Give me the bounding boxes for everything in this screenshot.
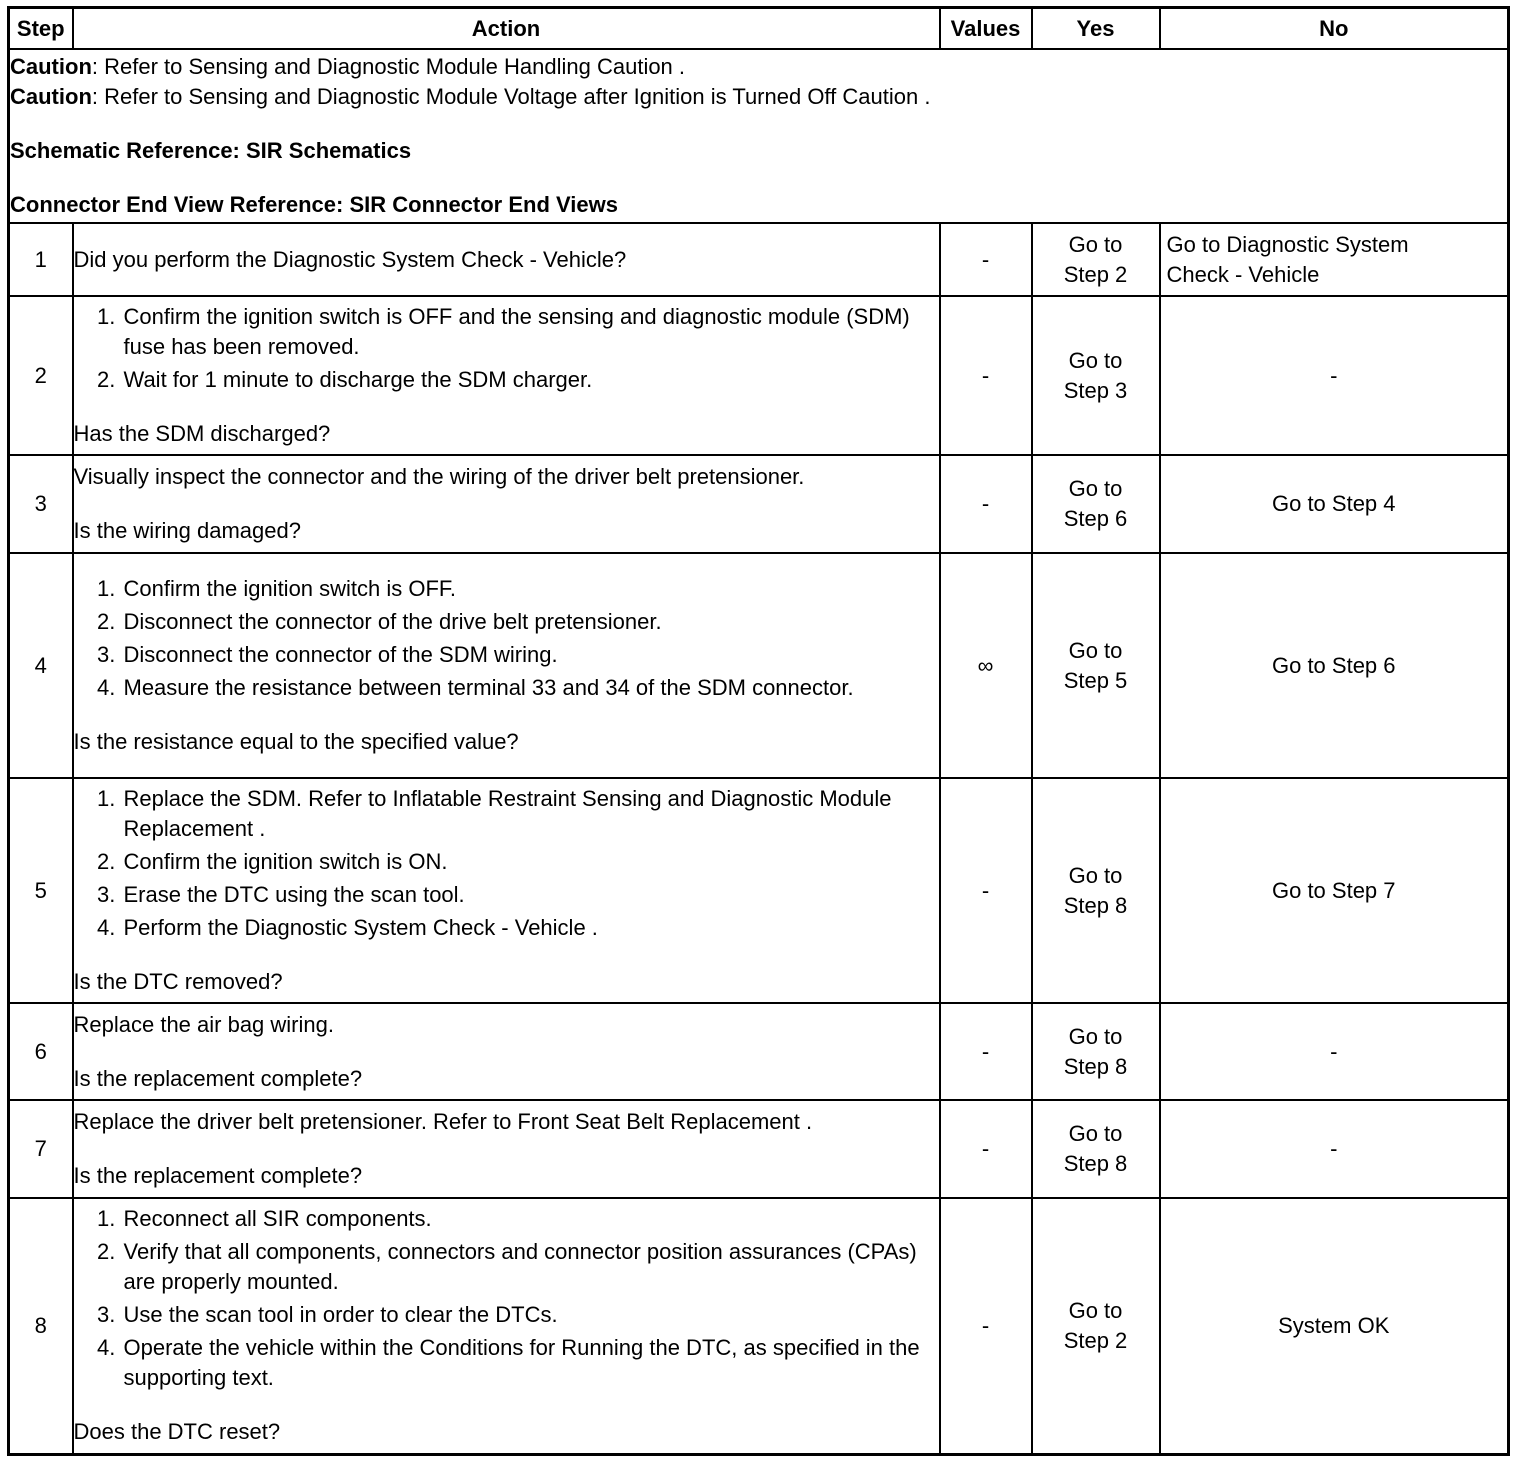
table-row xyxy=(9,455,1509,553)
list-item: 3. Disconnect the connector of the SDM wiring. xyxy=(122,640,939,670)
table-row xyxy=(9,1100,1509,1198)
list-item: 1. Confirm the ignition switch is OFF. xyxy=(122,574,939,604)
list-item: 4. Operate the vehicle within the Conditions for Running the DTC, as specified in the supporting text. xyxy=(122,1333,939,1393)
step-action xyxy=(73,1003,940,1100)
caution-text: : Refer to Sensing and Diagnostic Module Voltage after Ignition is Turned Off Caution . xyxy=(91,84,931,109)
header-values: Values xyxy=(940,8,1032,50)
list-item: 2. Wait for 1 minute to discharge the SDM charger. xyxy=(122,365,939,395)
step-action xyxy=(73,455,940,553)
list-item: 3. Use the scan tool in order to clear the DTCs. xyxy=(122,1300,939,1330)
table-row xyxy=(9,553,1509,778)
step-instructions xyxy=(74,784,939,943)
step-yes: Go to Step 2 xyxy=(1032,223,1160,296)
step-yes: Go to Step 5 xyxy=(1032,553,1160,778)
step-instructions xyxy=(74,1204,939,1393)
step-value: - xyxy=(940,778,1032,1003)
table-row xyxy=(9,296,1509,455)
caution-cell xyxy=(9,49,1509,223)
step-yes: Go to Step 6 xyxy=(1032,455,1160,553)
step-value: - xyxy=(940,1198,1032,1454)
header-no: No xyxy=(1160,8,1509,50)
step-yes: Go to Step 2 xyxy=(1032,1198,1160,1454)
step-instruction: Replace the driver belt pretensioner. Refer to Front Seat Belt Replacement . xyxy=(73,1109,813,1134)
step-no: Go to Step 4 xyxy=(1160,455,1509,553)
step-yes: Go to Step 8 xyxy=(1032,778,1160,1003)
table-row xyxy=(9,1003,1509,1100)
table-row xyxy=(9,778,1509,1003)
header-step: Step xyxy=(9,8,73,50)
header-row xyxy=(9,8,1509,50)
step-number: 4 xyxy=(9,553,73,778)
list-item: 4. Measure the resistance between terminal 33 and 34 of the SDM connector. xyxy=(122,673,939,703)
list-item: 1. Confirm the ignition switch is OFF and the sensing and diagnostic module (SDM) fuse has been removed. xyxy=(122,302,939,362)
caution-label: Caution xyxy=(10,84,92,109)
step-yes: Go to Step 8 xyxy=(1032,1003,1160,1100)
step-no: System OK xyxy=(1160,1198,1509,1454)
step-no: Go to Step 6 xyxy=(1160,553,1509,778)
step-question: Does the DTC reset? xyxy=(73,1419,281,1445)
step-number: 8 xyxy=(9,1198,73,1454)
diagnostic-table xyxy=(7,6,1510,1456)
step-action xyxy=(73,296,940,455)
step-yes: Go to Step 3 xyxy=(1032,296,1160,455)
step-value: - xyxy=(940,223,1032,296)
step-value: - xyxy=(940,296,1032,455)
step-value: - xyxy=(940,455,1032,553)
header-action: Action xyxy=(73,8,940,50)
header-yes: Yes xyxy=(1032,8,1160,50)
schematic-reference: Schematic Reference: SIR Schematics xyxy=(10,138,412,163)
step-no: Go to Step 7 xyxy=(1160,778,1509,1003)
list-item: 2. Verify that all components, connectors and connector position assurances (CPAs) are properly mounted. xyxy=(122,1237,939,1297)
caution-text: : Refer to Sensing and Diagnostic Module Handling Caution . xyxy=(91,54,686,79)
step-question: Is the replacement complete? xyxy=(73,1065,363,1091)
step-number: 7 xyxy=(9,1100,73,1198)
step-instruction: Visually inspect the connector and the wiring of the driver belt pretensioner. xyxy=(73,464,805,489)
connector-reference: Connector End View Reference: SIR Connector End Views xyxy=(10,192,618,217)
caution-line-2 xyxy=(10,82,1507,112)
step-question: Is the resistance equal to the specified value? xyxy=(73,729,519,754)
step-question: Is the DTC removed? xyxy=(73,969,283,994)
step-action xyxy=(73,553,940,778)
step-yes: Go to Step 8 xyxy=(1032,1100,1160,1198)
table-row xyxy=(9,223,1509,296)
step-no: Go to Diagnostic System Check - Vehicle xyxy=(1160,223,1509,296)
step-no: - xyxy=(1160,1003,1509,1100)
step-value: - xyxy=(940,1100,1032,1198)
table-row xyxy=(9,1198,1509,1454)
list-item: 1. Replace the SDM. Refer to Inflatable Restraint Sensing and Diagnostic Module Replacement . xyxy=(122,784,939,844)
step-instructions xyxy=(74,574,939,703)
list-item: 2. Confirm the ignition switch is ON. xyxy=(122,847,939,877)
step-action: Did you perform the Diagnostic System Check - Vehicle? xyxy=(73,223,940,296)
step-number: 3 xyxy=(9,455,73,553)
step-action xyxy=(73,1198,940,1454)
step-action xyxy=(73,1100,940,1198)
list-item: 3. Erase the DTC using the scan tool. xyxy=(122,880,939,910)
step-value: ∞ xyxy=(940,553,1032,778)
step-instruction: Replace the air bag wiring. xyxy=(73,1011,334,1037)
step-number: 1 xyxy=(9,223,73,296)
step-number: 2 xyxy=(9,296,73,455)
step-no: - xyxy=(1160,296,1509,455)
list-item: 2. Disconnect the connector of the drive belt pretensioner. xyxy=(122,607,939,637)
step-question: Is the replacement complete? xyxy=(73,1163,363,1188)
step-instructions xyxy=(74,302,939,395)
step-action xyxy=(73,778,940,1003)
list-item: 1. Reconnect all SIR components. xyxy=(122,1204,939,1234)
step-question: Has the SDM discharged? xyxy=(73,421,331,446)
list-item: 4. Perform the Diagnostic System Check - Vehicle . xyxy=(122,913,939,943)
caution-row xyxy=(9,49,1509,223)
step-number: 6 xyxy=(9,1003,73,1100)
step-value: - xyxy=(940,1003,1032,1100)
caution-label: Caution xyxy=(10,54,92,79)
step-no: - xyxy=(1160,1100,1509,1198)
caution-line-1 xyxy=(10,52,1507,82)
step-number: 5 xyxy=(9,778,73,1003)
step-question: Is the wiring damaged? xyxy=(73,518,301,543)
